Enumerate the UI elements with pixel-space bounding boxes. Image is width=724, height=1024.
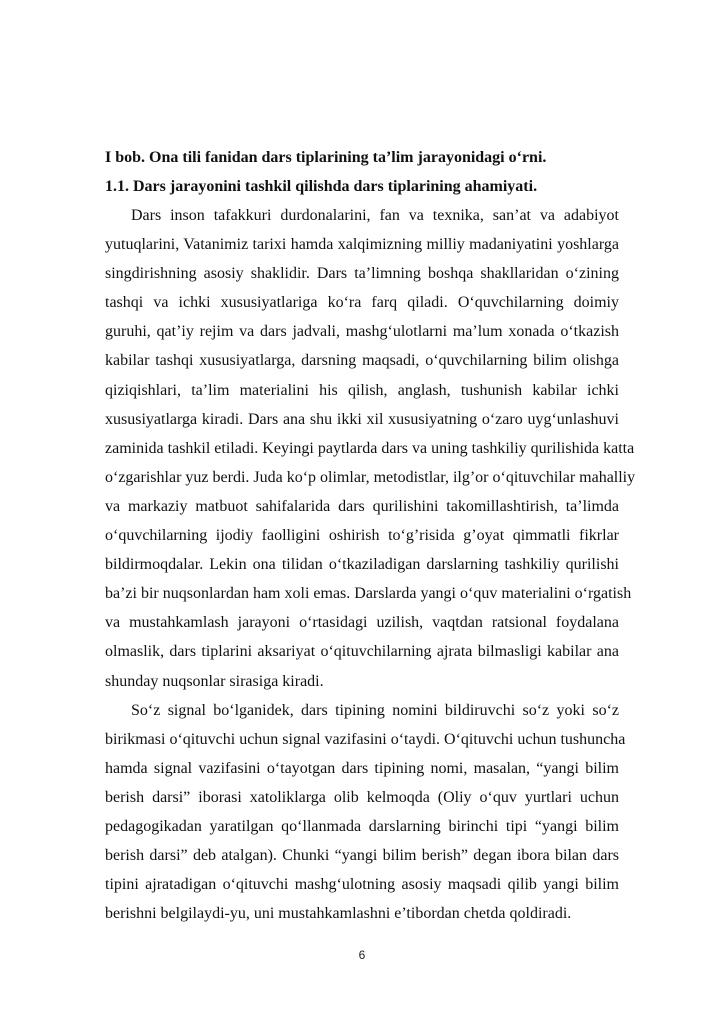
section-title: 1.1. Dars jarayonini tashkil qilishda dars tiplarining ahamiyati. (105, 178, 538, 195)
page-number: 6 (358, 948, 366, 962)
paragraph-line: o‘zgarishlar yuz berdi. Juda ko‘p olimlar, metodistlar, ilg’or o‘qituvchilar mahalliy (105, 468, 636, 486)
paragraph-line: tashqi va ichki xususiyatlariga ko‘ra farq qiladi. O‘quvchilarning doimiy (105, 294, 619, 312)
paragraph-line: singdirishning asosiy shaklidir. Dars ta’limning boshqa shakllaridan o‘zining (105, 265, 619, 283)
paragraph-line: tipini ajratadigan o‘qituvchi mashg‘ulotning asosiy maqsadi qilib yangi bilim (105, 876, 619, 894)
paragraph-2 (105, 696, 626, 929)
paragraph-line: olmaslik, dars tiplarini aksariyat o‘qituvchilarning ajrata bilmasligi kabilar ana (105, 643, 619, 661)
paragraph-line: berish darsi” deb atalgan). Chunki “yangi bilim berish” degan ibora bilan dars (105, 847, 619, 865)
paragraph-line: So‘z signal bo‘lganidek, dars tipining nomini bildiruvchi so‘z yoki so‘z (131, 701, 619, 719)
paragraph-line: ba’zi bir nuqsonlardan ham xoli emas. Darslarda yangi o‘quv materialini o‘rgatish (105, 585, 632, 603)
paragraph-line: va markaziy matbuot sahifalarida dars qurilishini takomillashtirish, ta’limda (105, 497, 619, 515)
paragraph-line: o‘quvchilarning ijodiy faolligini oshirish to‘g’risida g’oyat qimmatli fikrlar (105, 527, 619, 545)
paragraph-line: va mustahkamlash jarayoni o‘rtasidagi uzilish, vaqtdan ratsional foydalana (105, 614, 619, 632)
paragraph-line: berish darsi” iborasi xatoliklarga olib kelmoqda (Oliy o‘quv yurtlari uchun (105, 788, 619, 806)
paragraph-line: yutuqlarini, Vatanimiz tarixi hamda xalqimizning milliy madaniyatini yoshlarga (105, 236, 619, 254)
paragraph-line: pedagogikadan yaratilgan qo‘llanmada darslarning birinchi tipi “yangi bilim (105, 817, 619, 835)
page-content (105, 143, 636, 928)
paragraph-line: kabilar tashqi xususiyatlarga, darsning maqsadi, o‘quvchilarning bilim olishga (105, 352, 619, 370)
paragraph-line: bildirmoqdalar. Lekin ona tilidan o‘tkaziladigan darslarning tashkiliy qurilishi (105, 556, 619, 574)
paragraph-line: berishni belgilaydi-yu, uni mustahkamlashni e’tibordan chetda qoldiradi. (105, 905, 572, 923)
paragraph-line: guruhi, qat’iy rejim va dars jadvali, mashg‘ulotlarni ma’lum xonada o‘tkazish (105, 323, 619, 341)
chapter-title: I bob. Ona tili fanidan dars tiplarining ta’lim jarayonidagi o‘rni. (105, 149, 547, 166)
paragraph-line: shunday nuqsonlar sirasiga kiradi. (105, 672, 324, 690)
paragraph-line: Dars inson tafakkuri durdonalarini, fan va texnika, san’at va adabiyot (131, 207, 619, 224)
paragraph-line: birikmasi o‘qituvchi uchun signal vazifasini o‘taydi. O‘qituvchi uchun tushuncha (105, 730, 626, 748)
paragraph-1 (105, 201, 636, 696)
paragraph-line: zaminida tashkil etiladi. Keyingi paytlarda dars va uning tashkiliy qurilishida katta (105, 439, 635, 457)
paragraph-line: hamda signal vazifasini o‘tayotgan dars tipining nomi, masalan, “yangi bilim (105, 759, 619, 777)
paragraph-line: xususiyatlarga kiradi. Dars ana shu ikki xil xususiyatning o‘zaro uyg‘unlashuvi (105, 410, 619, 428)
paragraph-line: qiziqishlari, ta’lim materialini his qilish, anglash, tushunish kabilar ichki (105, 381, 619, 399)
